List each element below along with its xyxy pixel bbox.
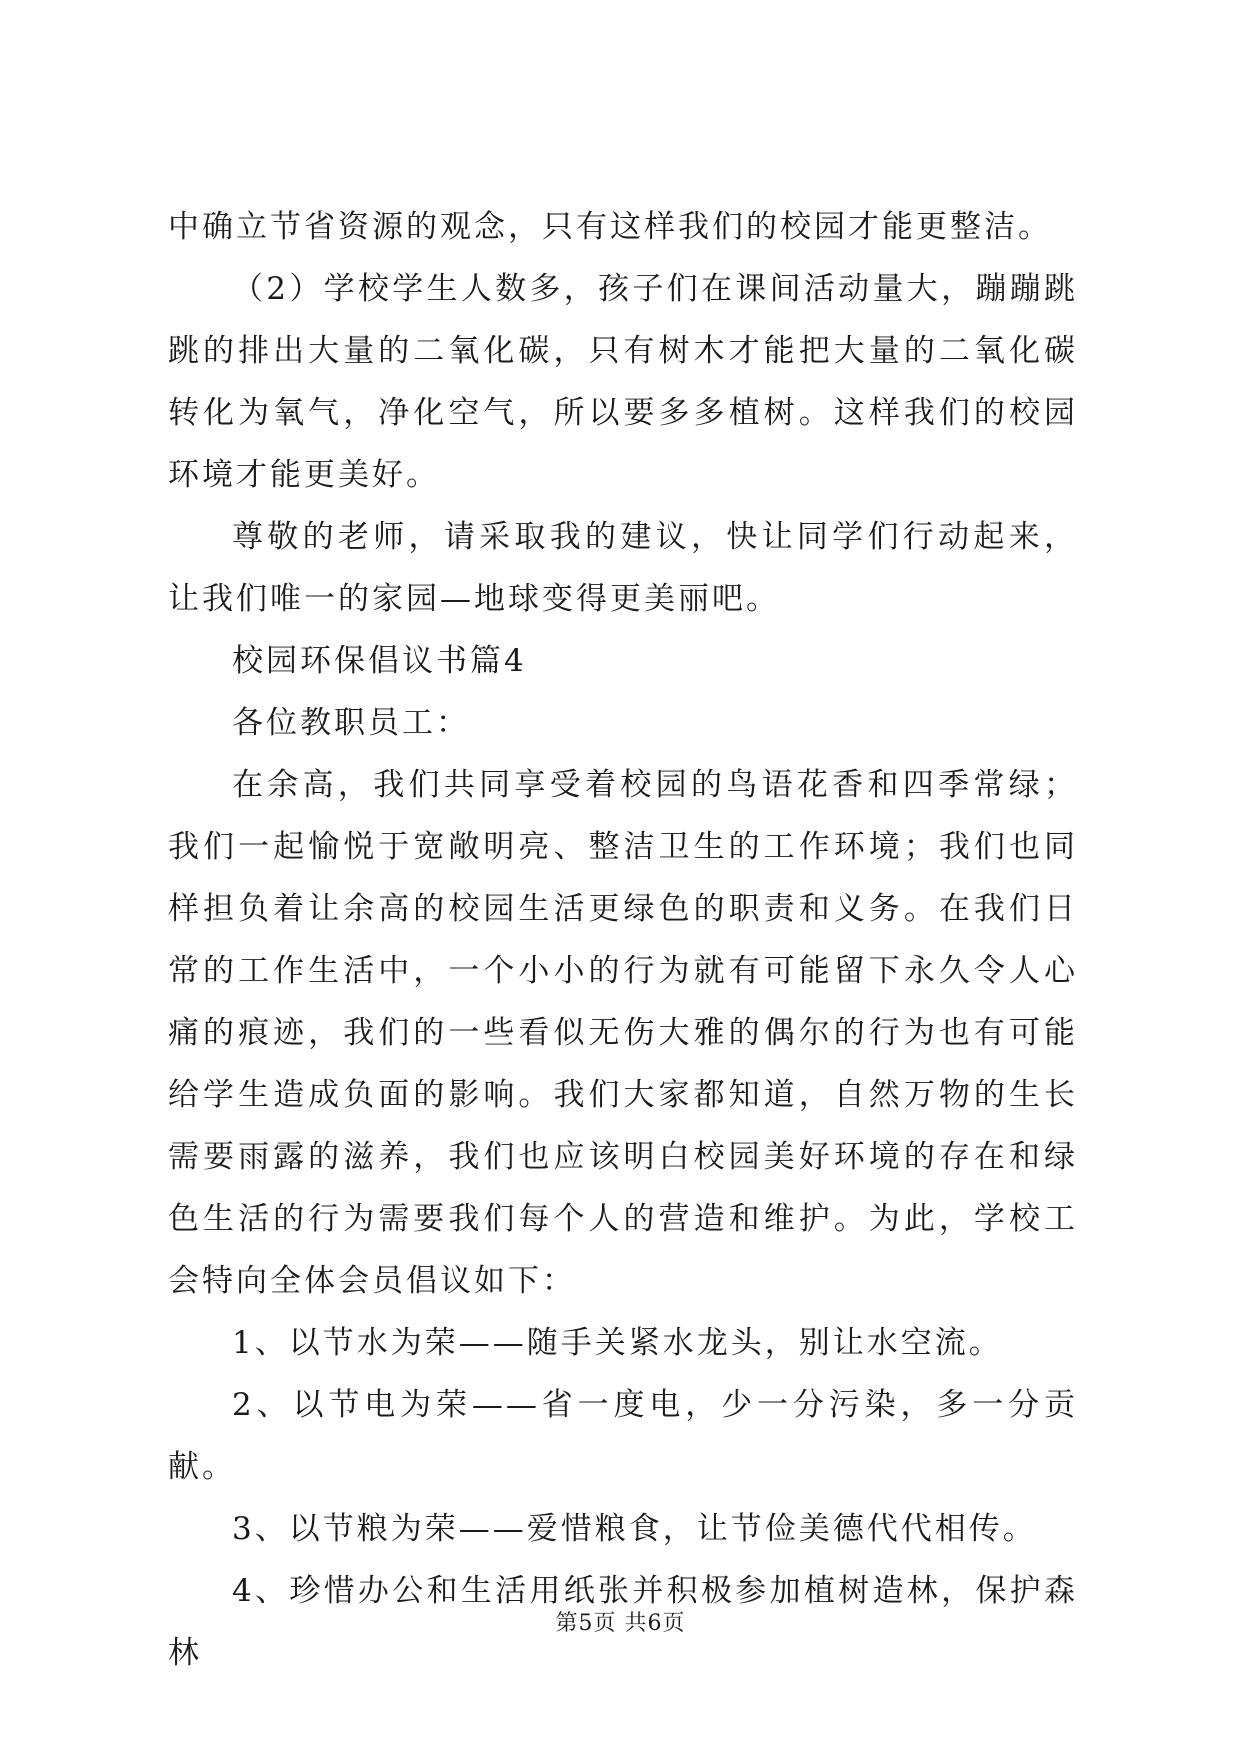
page-number: 第5页 共6页 (555, 1611, 686, 1636)
document-body (168, 196, 1078, 1684)
list-item-3: 3、以节粮为荣——爱惜粮食，让节俭美德代代相传。 (232, 1511, 1037, 1547)
list-item-1: 1、以节水为荣——随手关紧水龙头，别让水空流。 (232, 1325, 1003, 1361)
list-item-4: 4、珍惜办公和生活用纸张并积极参加植树造林，保护森林 (168, 1573, 1078, 1671)
list-item-2: 2、以节电为荣——省一度电，少一分污染，多一分贡献。 (168, 1387, 1078, 1485)
salutation: 各位教职员工： (232, 705, 470, 741)
page-footer (0, 1606, 1241, 1637)
paragraph-continuation: 中确立节省资源的观念，只有这样我们的校园才能更整洁。 (168, 209, 1052, 245)
paragraph-intro: 在余高，我们共同享受着校园的鸟语花香和四季常绿；我们一起愉悦于宽敞明亮、整洁卫生的工作环境；我们也同样担负着让余高的校园生活更绿色的职责和义务。在我们日常的工作生活中，一个小小的行为就有可能留下永久令人心痛的痕迹，我们的一些看似无伤大雅的偶尔的行为也有可能给学生造成负面的影响。我们大家都知道，自然万物的生长需要雨露的滋养，我们也应该明白校园美好环境的存在和绿色生活的行为需要我们每个人的营造和维护。为此，学校工会特向全体会员倡议如下： (168, 767, 1078, 1299)
paragraph-closing: 尊敬的老师，请采取我的建议，快让同学们行动起来，让我们唯一的家园—地球变得更美丽吧。 (168, 519, 1078, 617)
paragraph-point-2: （2）学校学生人数多，孩子们在课间活动量大，蹦蹦跳跳的排出大量的二氧化碳，只有树木才能把大量的二氧化碳转化为氧气，净化空气，所以要多多植树。这样我们的校园环境才能更美好。 (168, 271, 1078, 493)
section-heading: 校园环保倡议书篇4 (232, 643, 527, 679)
